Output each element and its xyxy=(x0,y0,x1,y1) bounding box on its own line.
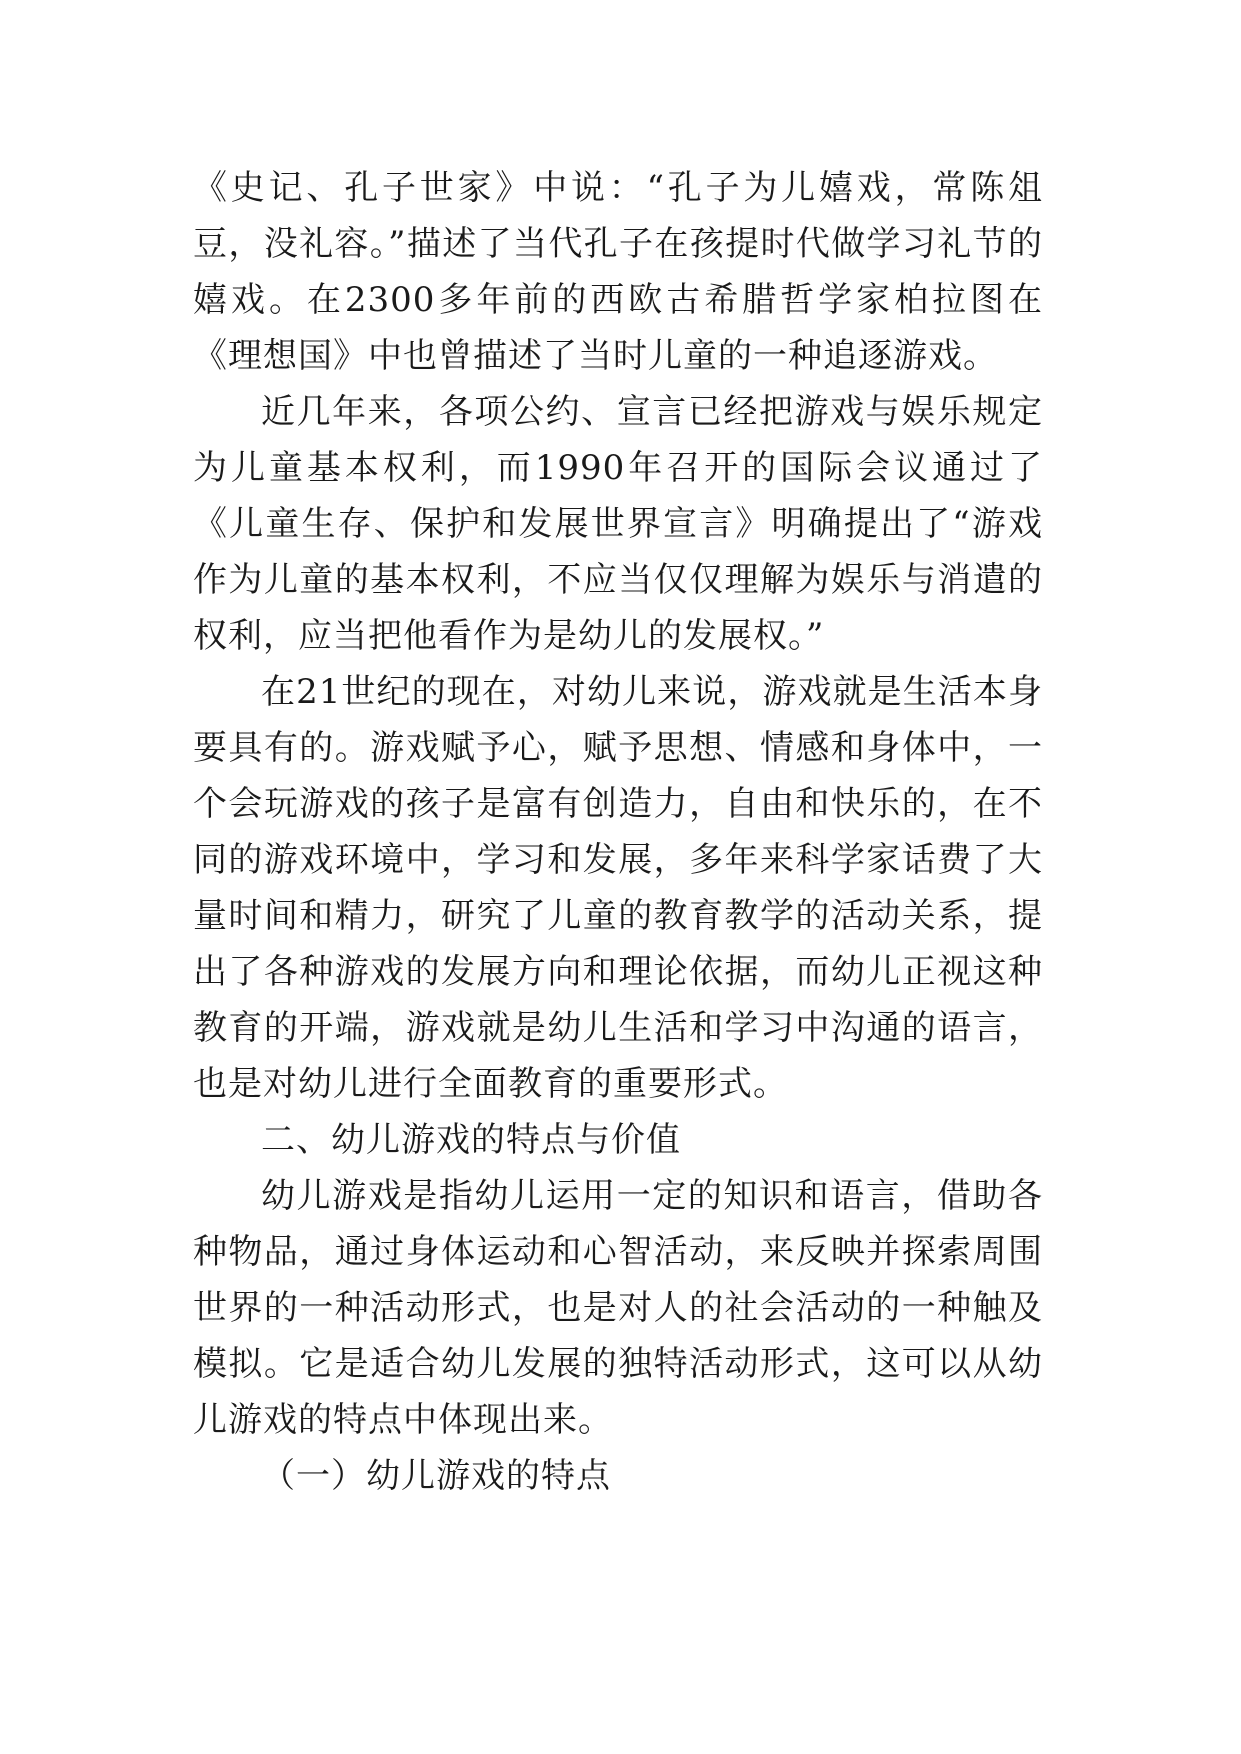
paragraph-definition: 幼儿游戏是指幼儿运用一定的知识和语言，借助各种物品，通过身体运动和心智活动，来反映并探索周围世界的一种活动形式，也是对人的社会活动的一种触及模拟。它是适合幼儿发展的独特活动形式，这可以从幼儿游戏的特点中体现出来。 xyxy=(193,1176,1043,1440)
subsection-heading: （一）幼儿游戏的特点 xyxy=(261,1456,611,1496)
paragraph-rights: 近几年来，各项公约、宣言已经把游戏与娱乐规定为儿童基本权利，而1990年召开的国际会议通过了《儿童生存、保护和发展世界宣言》明确提出了“游戏作为儿童的基本权利，不应当仅仅理解为娱乐与消遣的权利，应当把他看作为是幼儿的发展权。” xyxy=(193,392,1043,656)
paragraph-classics: 《史记、孔子世家》中说：“孔子为儿嬉戏，常陈俎豆，没礼容。”描述了当代孔子在孩提时代做学习礼节的嬉戏。在2300多年前的西欧古希腊哲学家柏拉图在《理想国》中也曾描述了当时儿童的一种追逐游戏。 xyxy=(193,168,1043,376)
section-heading: 二、幼儿游戏的特点与价值 xyxy=(261,1120,681,1160)
paragraph-modern: 在21世纪的现在，对幼儿来说，游戏就是生活本身要具有的。游戏赋予心，赋予思想、情感和身体中，一个会玩游戏的孩子是富有创造力，自由和快乐的，在不同的游戏环境中，学习和发展，多年来科学家话费了大量时间和精力，研究了儿童的教育教学的活动关系，提出了各种游戏的发展方向和理论依据，而幼儿正视这种教育的开端，游戏就是幼儿生活和学习中沟通的语言，也是对幼儿进行全面教育的重要形式。 xyxy=(193,672,1043,1104)
document-body xyxy=(193,160,1043,1504)
